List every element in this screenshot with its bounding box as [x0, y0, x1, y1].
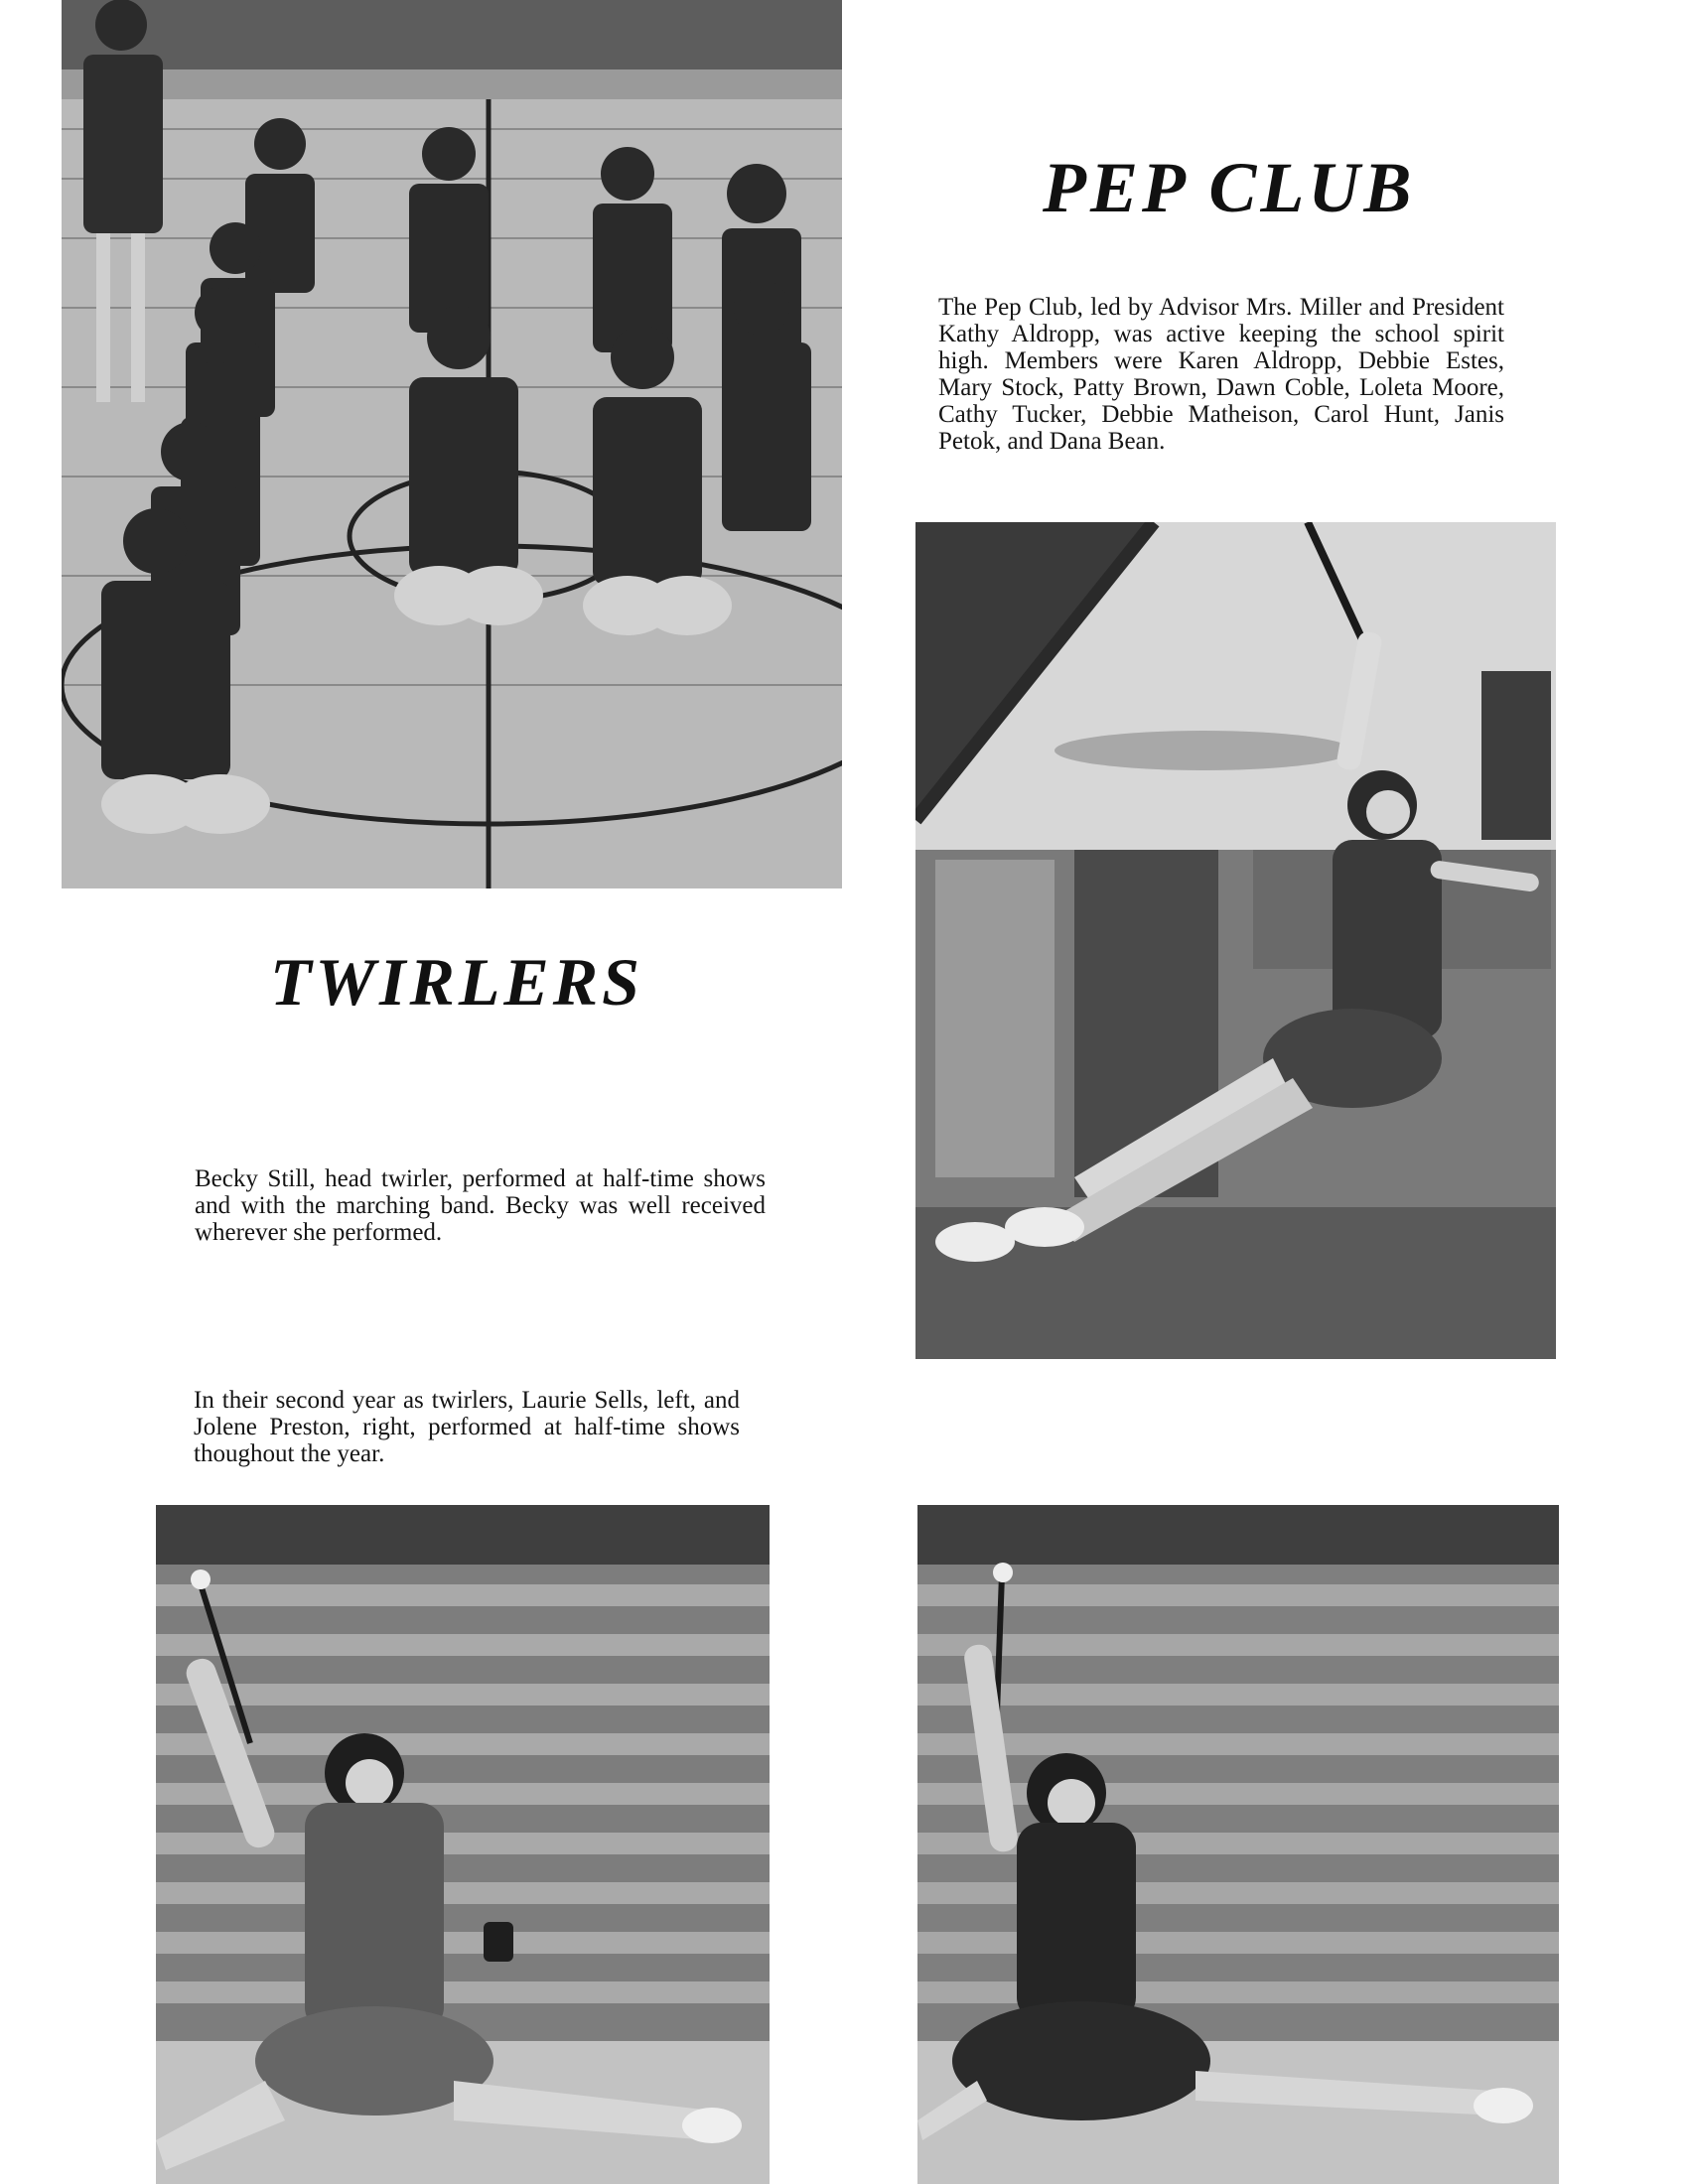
twirler-left-photo	[156, 1505, 770, 2184]
twirlers-heading: TWIRLERS	[270, 944, 643, 1020]
pep-club-caption: The Pep Club, led by Advisor Mrs. Miller and President Kathy Aldropp, was active keeping the school spirit high. Members were Karen Aldropp, Debbie Estes, Mary Stock, Patty Brown, Dawn Coble, Loleta Moore, Cathy Tucker, Debbie Matheison, Carol Hunt, Janis Petok, and Dana Bean.	[938, 294, 1504, 455]
twirler-pair-caption: In their second year as twirlers, Laurie Sells, left, and Jolene Preston, right, performed at half-time shows thoughout the year.	[194, 1387, 740, 1467]
head-twirler-caption: Becky Still, head twirler, performed at half-time shows and with the marching band. Becky was well received wherever she performed.	[195, 1165, 766, 1246]
head-twirler-photo	[915, 522, 1556, 1359]
pep-club-group-photo	[62, 0, 842, 888]
pep-club-heading: PEP CLUB	[1043, 148, 1416, 227]
twirler-right-photo	[917, 1505, 1559, 2184]
